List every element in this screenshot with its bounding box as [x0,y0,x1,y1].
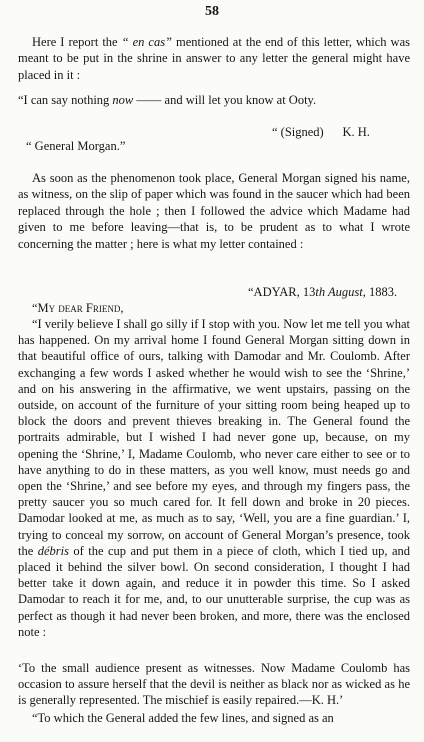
note-text: “I can say nothing now —— and will let you know at Ooty. [18,93,317,107]
letter-quote: ‘To the small audience present as witnesses. Now Madame Coulomb has occasion to assure herself that the devil is neither as black nor as wicked as he is generally represented. The mischief is easily repaired.—K. H.’ [18,661,410,708]
note-addressee: “ General Morgan.” [26,139,126,153]
intro-paragraph: Here I report the “ en cas” mentioned at the end of this letter, which was meant to be put in the shrine in answer to any letter the general might have placed in it : [18,35,410,82]
page-number: 58 [205,4,219,19]
letter-salutation: “My dear Friend, [32,301,124,315]
note-signature: “ (Signed) K. H. [272,125,370,139]
letter-dateline: “ADYAR, 13th August, 1883. [248,285,398,299]
closing-line: “To which the General added the few lines, and signed as an [32,711,334,725]
letter-body: “I verily believe I shall go silly if I stop with you. Now let me tell you what has happened. On my arrival home I found General Morgan sitting down in that beautiful office of ours, talking with Damodar and Mr. Coulomb. After exchanging a few words I asked whether he would wish to see the ‘Shrine,’ and on his answering in the affirmative, we went upstairs, passing on the outside, on account of the furniture of your sitting room being heaped up to block the doors and prevent thieves breaking in. The General found the portraits admirable, but I wished I had never gone up, because, on my opening the ‘Shrine,’ I, Madame Coulomb, who never care either to see or to have anything to do in these matters, as you well know, must needs go and open the ‘Shrine,’ and see before my eyes, and through my fingers pass, the pretty saucer you so much cared for. It fell down and broke in 20 pieces. Damodar looked at me, as much as to say, ‘Well, you are a fine guardian.’ I, trying to conceal my sorrow, on account of General Morgan’s presence, took the débris of the cup and put them in a piece of cloth, which I tied up, and placed it behind the silver bowl. On second consideration, I thought I had better take it down again, and reduce it in powder this time. So I asked Damodar to reach it for me, and, to our unutterable surprise, the cup was as perfect as though it had never been broken, and more, there was the enclosed note : [18,317,410,639]
narrative-paragraph: As soon as the phenomenon took place, General Morgan signed his name, as witness, on the slip of paper which was found in the saucer which had been replaced through the hole ; then I followed the advice which Madame had given to me before leaving—that is, to be prudent as to what I wrote concerning the matter ; here is what my letter contained : [18,171,410,251]
